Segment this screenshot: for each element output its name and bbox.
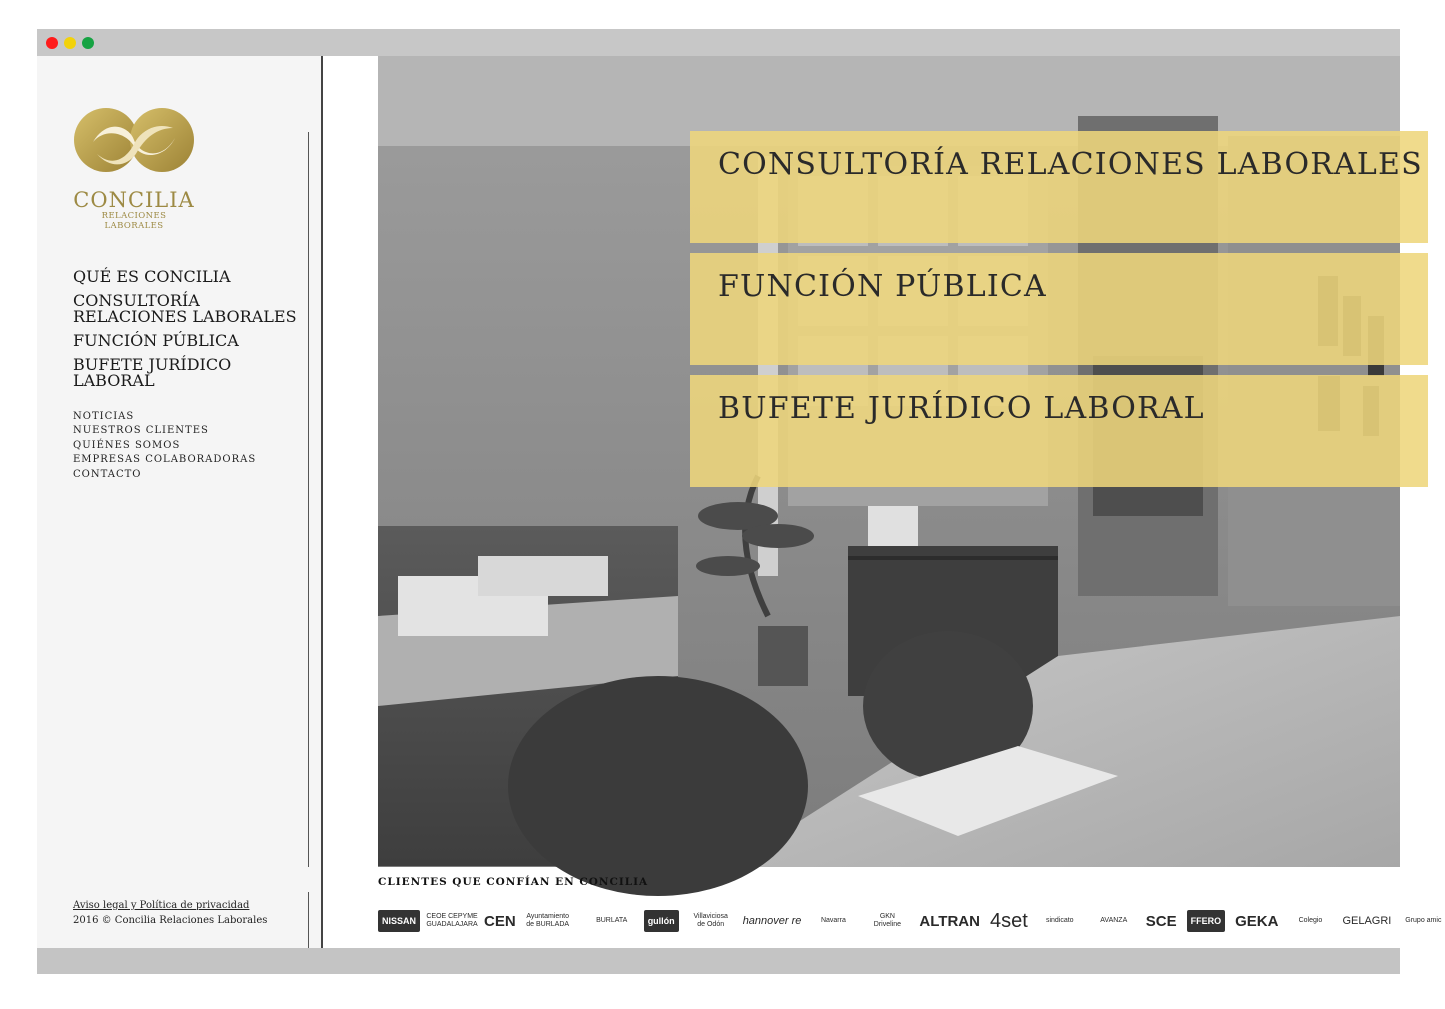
nav-item-que-es-concilia[interactable]: QUÉ ES CONCILIA [73,267,231,286]
sidebar-divider-bottom [308,892,309,948]
nav-item-empresas-colaboradoras[interactable]: EMPRESAS COLABORADORAS [73,454,257,466]
banner-consultoria[interactable] [690,131,1428,243]
logo-subtitle: RELACIONES LABORALES [101,211,167,231]
sidebar [37,56,321,948]
client-logo-villaviciosa: Villaviciosa de Odón [693,913,728,928]
browser-window [37,29,1442,974]
client-logo-4set: 4set [989,909,1028,932]
banner-funcion-publica-label: FUNCIÓN PÚBLICA [718,269,1047,304]
nav-item-quienes-somos[interactable]: QUIÉNES SOMOS [73,439,181,451]
client-logo-grupo-amic: Grupo amic [1405,917,1442,924]
client-logo-cen: CEN [484,912,516,930]
client-logo-burlata: BURLATA [596,917,628,924]
main-navigation [73,269,303,397]
client-logo-gullon: gullón [644,910,679,932]
nav-item-nuestros-clientes[interactable]: NUESTROS CLIENTES [73,425,209,437]
web-page [37,56,1442,948]
clients-title: CLIENTES QUE CONFÍAN EN CONCILIA [378,876,649,888]
sidebar-divider [308,132,309,867]
nav-item-consultoria[interactable]: CONSULTORÍA RELACIONES LABORALES [73,291,297,326]
client-logo-sce: SCE [1145,912,1177,930]
nav-item-contacto[interactable]: CONTACTO [73,468,142,480]
nav-item-bufete-juridico[interactable]: BUFETE JURÍDICO LABORAL [73,355,232,390]
nav-item-noticias[interactable]: NOTICIAS [73,411,135,422]
sidebar-footer [73,898,267,928]
maximize-window-button[interactable] [82,37,94,49]
close-window-button[interactable] [46,37,58,49]
client-logos-strip [378,901,1442,941]
window-bottom-bar [37,948,1400,974]
content-gutter [323,56,378,948]
banner-bufete-juridico[interactable] [690,375,1428,487]
client-logo-colegio: Colegio [1298,917,1323,924]
clients-section [378,873,1442,948]
client-logo-hannover-re: hannover re [742,915,802,927]
copyright-text: 2016 © Concilia Relaciones Laborales [73,915,268,926]
logo-wordmark: CONCILIA [73,188,195,212]
client-logo-ceoe: CEOE CEPYME GUADALAJARA [426,913,478,928]
client-logo-gelagri: GELAGRI [1342,915,1392,927]
legal-privacy-link[interactable]: Aviso legal y Política de privacidad [73,900,250,911]
client-logo-geka: GEKA [1235,912,1279,930]
office-hero-image [378,56,1423,867]
banner-consultoria-label: CONSULTORÍA RELACIONES LABORALES [718,147,1423,182]
minimize-window-button[interactable] [64,37,76,49]
client-logo-gkn: GKN Driveline [873,913,902,928]
client-logo-nissan: NISSAN [378,910,420,932]
client-logo-navarra: Navarra [820,917,846,924]
secondary-navigation [73,410,256,482]
client-logo-ffero: FFERO [1187,910,1226,932]
banner-funcion-publica[interactable] [690,253,1428,365]
client-logo-altran: ALTRAN [919,912,980,930]
client-logo-burlada: Ayuntamiento de BURLADA [526,913,570,928]
client-logo-avanza: AVANZA [1100,917,1128,924]
nav-item-funcion-publica[interactable]: FUNCIÓN PÚBLICA [73,331,239,350]
client-logo-sindicato: sindicato [1045,917,1074,924]
window-titlebar [37,29,1400,56]
banner-bufete-juridico-label: BUFETE JURÍDICO LABORAL [718,391,1205,426]
